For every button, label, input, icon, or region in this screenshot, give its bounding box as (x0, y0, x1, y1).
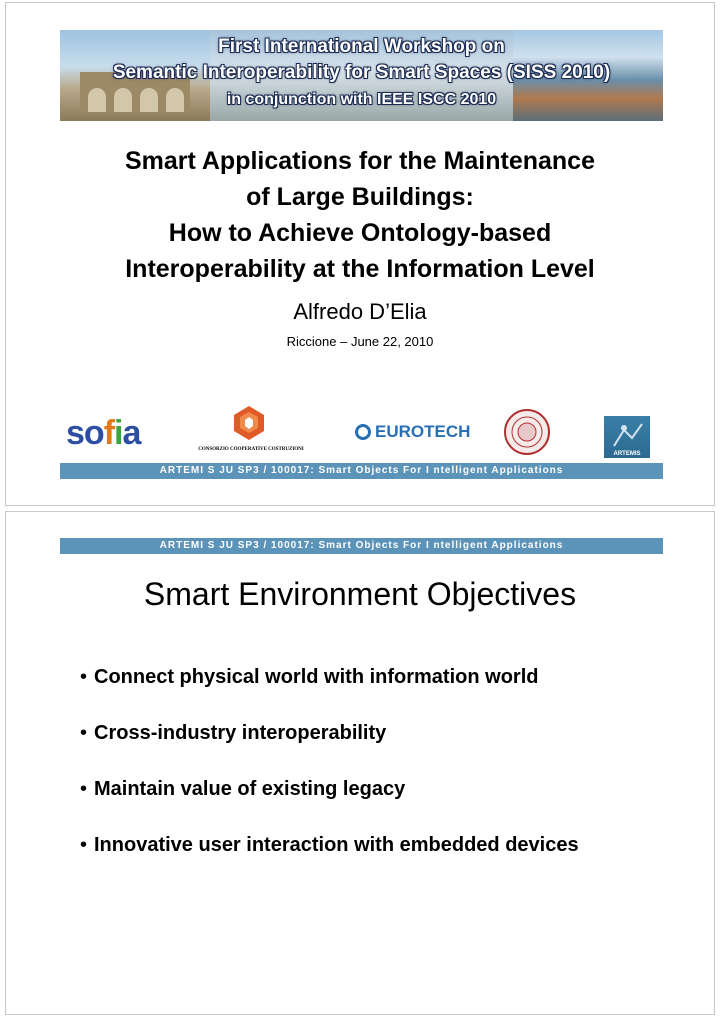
slide-2 (5, 511, 715, 1015)
title-line: of Large Buildings: (246, 183, 474, 211)
list-item: • Connect physical world with information world (80, 663, 640, 691)
list-item: • Cross-industry interoperability (80, 719, 640, 747)
consorzio-mark-icon (234, 406, 264, 440)
list-item: • Innovative user interaction with embedded devices (80, 831, 640, 859)
title-line: Interoperability at the Information Level (125, 255, 595, 283)
slide-title: Smart Environment Objectives (143, 576, 577, 612)
consorzio-caption: CONSORZIO COOPERATIVE COSTRUZIONI (198, 447, 304, 452)
banner-line-1: First International Workshop on (218, 36, 505, 57)
artemis-logo (604, 416, 650, 458)
slide-1 (5, 2, 715, 506)
banner-line-3: in conjunction with IEEE ISCC 2010 (226, 91, 497, 108)
bullet-icon: • (80, 666, 88, 688)
bullet-icon: • (80, 778, 88, 800)
title-line: Smart Applications for the Maintenance (125, 147, 595, 175)
workshop-banner (60, 30, 663, 121)
university-seal (503, 408, 551, 456)
presentation-date: Riccione – June 22, 2010 (286, 334, 434, 349)
bullet-icon: • (80, 722, 88, 744)
eurotech-logo (355, 422, 470, 442)
seal-icon (503, 408, 551, 456)
consorzio-logo (186, 406, 316, 456)
banner-line-2: Semantic Interoperability for Smart Spaces (SISS 2010) (112, 62, 611, 83)
sofia-logo: sofia (66, 414, 141, 452)
eurotech-mark-icon (355, 424, 371, 440)
objectives-list (80, 663, 640, 887)
title-line: How to Achieve Ontology-based (168, 219, 552, 247)
list-item: • Maintain value of existing legacy (80, 775, 640, 803)
artemis-label: ARTEMIS (613, 451, 641, 457)
eurotech-wordmark: EUROTECH (375, 422, 471, 441)
presentation-title (6, 143, 714, 287)
footer-bar: ARTEMI S JU SP3 / 100017: Smart Objects For I ntelligent Applications (60, 463, 663, 479)
header-bar: ARTEMI S JU SP3 / 100017: Smart Objects For I ntelligent Applications (60, 538, 663, 554)
bullet-icon: • (80, 834, 88, 856)
author-name: Alfredo D’Elia (293, 299, 427, 324)
